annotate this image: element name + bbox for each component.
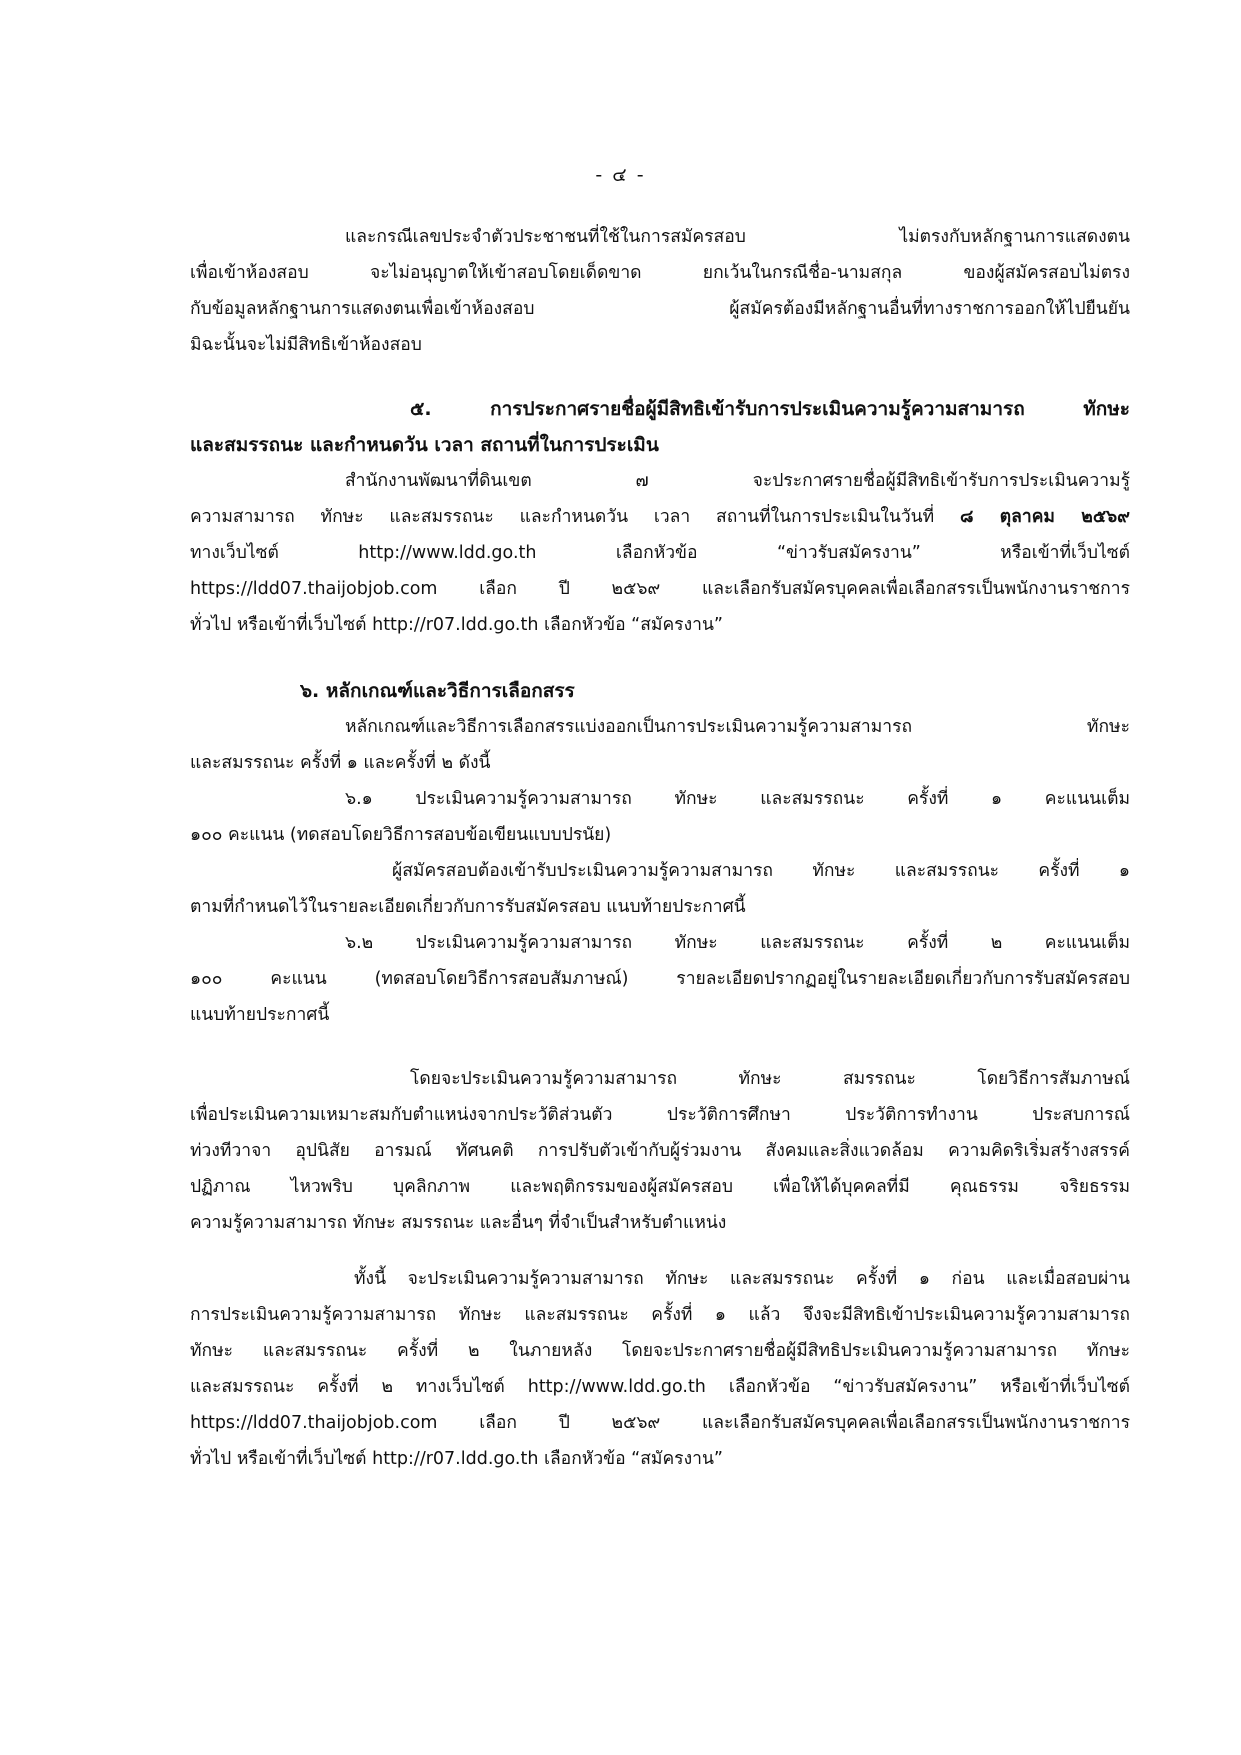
item-6-2-line-1: ๖.๒ ประเมินความรู้ความสามารถ ทักษะ และสมรรถนะ ครั้งที่ ๒ คะแนนเต็ม xyxy=(345,933,1130,953)
item-6-1-line-1: ๖.๑ ประเมินความรู้ความสามารถ ทักษะ และสมรรถนะ ครั้งที่ ๑ คะแนนเต็ม xyxy=(345,789,1130,809)
closing-line-3: ทักษะ และสมรรถนะ ครั้งที่ ๒ ในภายหลัง โดยจะประกาศรายชื่อผู้มีสิทธิประเมินความรู้ความสามารถ ทักษะ xyxy=(190,1341,1130,1361)
item-6-1-note-line-2: ตามที่กำหนดไว้ในรายละเอียดเกี่ยวกับการรับสมัครสอบ แนบท้ายประกาศนี้ xyxy=(190,897,746,917)
item-6-2-line-3: แนบท้ายประกาศนี้ xyxy=(190,1005,330,1025)
closing-line-5: https://ldd07.thaijobjob.com เลือก ปี ๒๕๖๙ และเลือกรับสมัครบุคคลเพื่อเลือกสรรเป็นพนักงานราชการ xyxy=(190,1413,1130,1433)
closing-line-6: ทั่วไป หรือเข้าที่เว็บไซต์ http://r07.ldd.go.th เลือกหัวข้อ “สมัครงาน” xyxy=(190,1449,723,1469)
item-6-1-note-line-1: ผู้สมัครสอบต้องเข้ารับประเมินความรู้ความสามารถ ทักษะ และสมรรถนะ ครั้งที่ ๑ xyxy=(392,861,1130,881)
section5-line-1: สำนักงานพัฒนาที่ดินเขต ๗ จะประกาศรายชื่อผู้มีสิทธิเข้ารับการประเมินความรู้ xyxy=(345,471,1130,491)
section6-heading: ๖. หลักเกณฑ์และวิธีการเลือกสรร xyxy=(300,680,575,702)
intro-line-1: และกรณีเลขประจำตัวประชาชนที่ใช้ในการสมัครสอบ ไม่ตรงกับหลักฐานการแสดงตน xyxy=(345,227,1130,247)
announcement-date: ๘ ตุลาคม ๒๕๖๙ xyxy=(959,507,1130,527)
item-6-1-line-2: ๑๐๐ คะแนน (ทดสอบโดยวิธีการสอบข้อเขียนแบบปรนัย) xyxy=(190,825,612,845)
section5-line-2-text: ความสามารถ ทักษะ และสมรรถนะ และกำหนดวัน เวลา สถานที่ในการประเมินในวันที่ xyxy=(190,507,960,527)
interview-line-4: ปฏิภาณ ไหวพริบ บุคลิกภาพ และพฤติกรรมของผู้สมัครสอบ เพื่อให้ได้บุคคลที่มี คุณธรรม จริยธรรม xyxy=(190,1177,1130,1197)
intro-line-2: เพื่อเข้าห้องสอบ จะไม่อนุญาตให้เข้าสอบโดยเด็ดขาด ยกเว้นในกรณีชื่อ-นามสกุล ของผู้สมัครสอบไม่ตรง xyxy=(190,263,1130,283)
interview-line-3: ท่วงทีวาจา อุปนิสัย อารมณ์ ทัศนคติ การปรับตัวเข้ากับผู้ร่วมงาน สังคมและสิ่งแวดล้อม ความคิดริเริ่มสร้างสรรค์ xyxy=(190,1141,1130,1161)
closing-line-1: ทั้งนี้ จะประเมินความรู้ความสามารถ ทักษะ และสมรรถนะ ครั้งที่ ๑ ก่อน และเมื่อสอบผ่าน xyxy=(354,1269,1130,1289)
intro-line-3: กับข้อมูลหลักฐานการแสดงตนเพื่อเข้าห้องสอบ ผู้สมัครต้องมีหลักฐานอื่นที่ทางราชการออกให้ไปยืนยัน xyxy=(190,299,1130,319)
closing-line-2: การประเมินความรู้ความสามารถ ทักษะ และสมรรถนะ ครั้งที่ ๑ แล้ว จึงจะมีสิทธิเข้าประเมินความรู้ความสามารถ xyxy=(190,1305,1130,1325)
section5-line-5: ทั่วไป หรือเข้าที่เว็บไซต์ http://r07.ldd.go.th เลือกหัวข้อ “สมัครงาน” xyxy=(190,615,723,635)
closing-line-4: และสมรรถนะ ครั้งที่ ๒ ทางเว็บไซต์ http://www.ldd.go.th เลือกหัวข้อ “ข่าวรับสมัครงาน” หรือเข้าที่เว็บไซต์ xyxy=(190,1377,1130,1397)
section6-intro-line-2: และสมรรถนะ ครั้งที่ ๑ และครั้งที่ ๒ ดังนี้ xyxy=(190,753,491,773)
section6-intro-line-1: หลักเกณฑ์และวิธีการเลือกสรรแบ่งออกเป็นการประเมินความรู้ความสามารถ ทักษะ xyxy=(345,717,1130,737)
page-number: - ๔ - xyxy=(595,164,646,186)
section5-line-2 xyxy=(190,502,1130,536)
section5-heading-line-2: และสมรรถนะ และกำหนดวัน เวลา สถานที่ในการประเมิน xyxy=(190,434,659,456)
section5-line-3: ทางเว็บไซต์ http://www.ldd.go.th เลือกหัวข้อ “ข่าวรับสมัครงาน” หรือเข้าที่เว็บไซต์ xyxy=(190,543,1130,563)
intro-line-4: มิฉะนั้นจะไม่มีสิทธิเข้าห้องสอบ xyxy=(190,335,422,355)
item-6-2-line-2: ๑๐๐ คะแนน (ทดสอบโดยวิธีการสอบสัมภาษณ์) รายละเอียดปรากฏอยู่ในรายละเอียดเกี่ยวกับการรับสมัครสอบ xyxy=(190,969,1130,989)
interview-line-5: ความรู้ความสามารถ ทักษะ สมรรถนะ และอื่นๆ ที่จำเป็นสำหรับตำแหน่ง xyxy=(190,1213,727,1233)
section5-line-4: https://ldd07.thaijobjob.com เลือก ปี ๒๕๖๙ และเลือกรับสมัครบุคคลเพื่อเลือกสรรเป็นพนักงานราชการ xyxy=(190,579,1130,599)
interview-line-1: โดยจะประเมินความรู้ความสามารถ ทักษะ สมรรถนะ โดยวิธีการสัมภาษณ์ xyxy=(410,1069,1130,1089)
section5-heading-line-1: ๕. การประกาศรายชื่อผู้มีสิทธิเข้ารับการประเมินความรู้ความสามารถ ทักษะ xyxy=(410,398,1130,420)
interview-line-2: เพื่อประเมินความเหมาะสมกับตำแหน่งจากประวัติส่วนตัว ประวัติการศึกษา ประวัติการทำงาน ประสบการณ์ xyxy=(190,1105,1130,1125)
